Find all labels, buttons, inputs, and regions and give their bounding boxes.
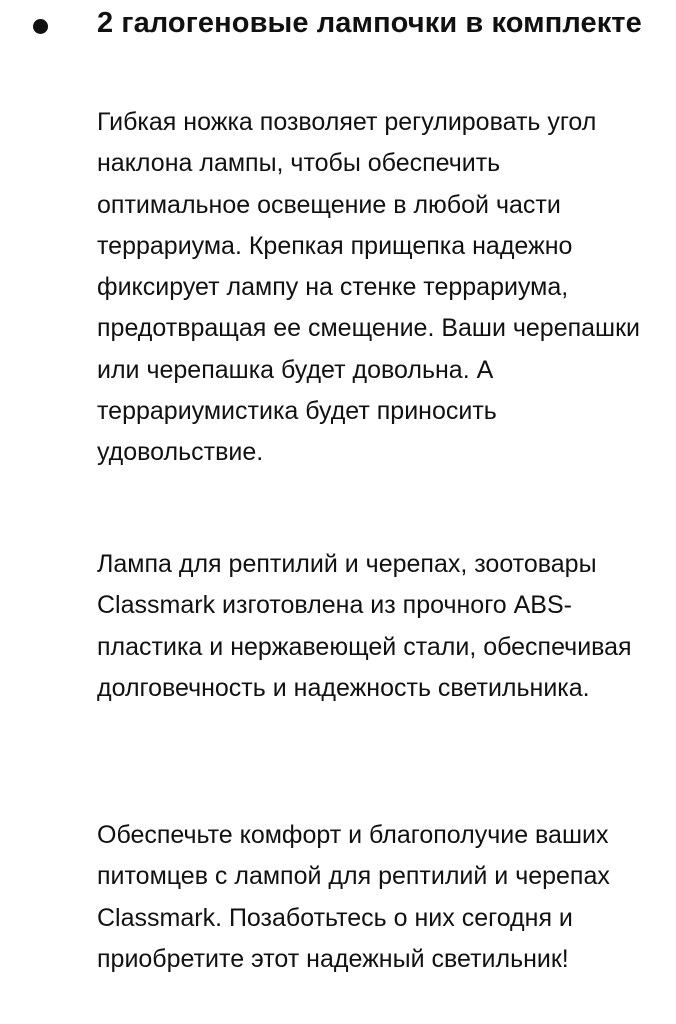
closing-paragraph: Обеспечьте комфорт и благополучие ваших питомцев с лампой для рептилий и черепах Classmark. Позаботьтесь о них сегодня и приобретите этот надежный светильник! [97,821,610,973]
bullet-dot-icon [33,19,48,34]
feature-heading: 2 галогеновые лампочки в комплекте [97,7,642,39]
feature-description: Гибкая ножка позволяет регулировать угол наклона лампы, чтобы обеспечить оптимальное освещение в любой части террариума. Крепкая прищепка надежно фиксирует лампу на стенке террариума, предотвращая ее смещение. Ваши черепашки или черепашка будет довольна. А террариумистика будет приносить удовольствие. [97,108,641,467]
material-paragraph: Лампа для рептилий и черепах, зоотовары Classmark изготовлена из прочного ABS-пластика и нержавеющей стали, обеспечивая долговечность и надежность светильника. [97,550,632,702]
